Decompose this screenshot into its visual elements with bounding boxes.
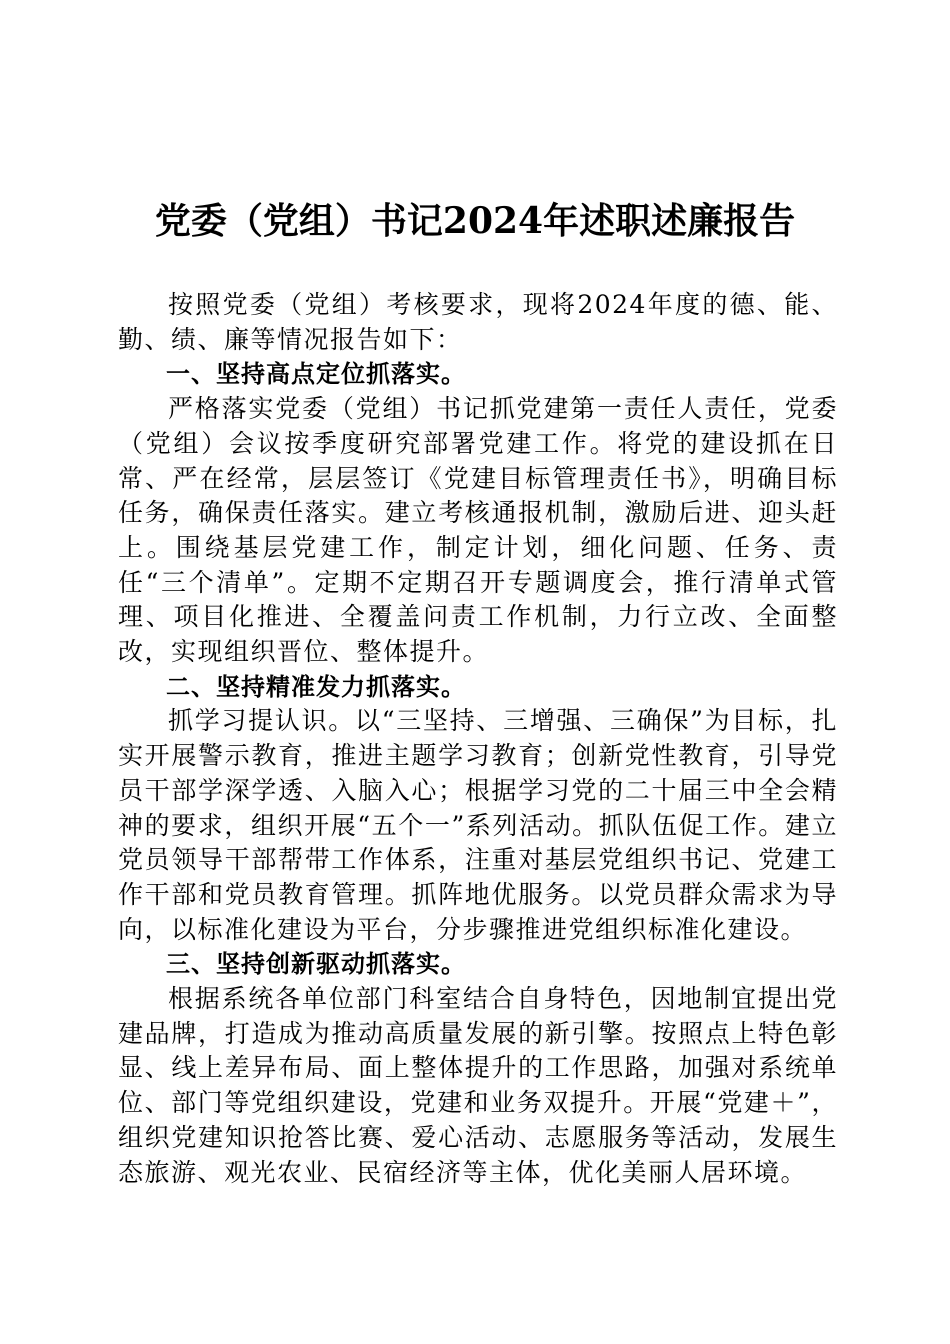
document-title: 党委（党组）书记2024年述职述廉报告 (154, 200, 796, 242)
section-2-body: 抓学习提认识。以“三坚持、三增强、三确保”为目标，扎实开展警示教育，推进主题学习教育；创新党性教育，引导党员干部学深学透、入脑入心；根据学习党的二十届三中全会精神的要求，组织开展“五个一”系列活动。抓队伍促工作。建立党员领导干部帮带工作体系，注重对基层党组织书记、党建工作干部和党员教育管理。抓阵地优服务。以党员群众需求为导向，以标准化建设为平台，分步骤推进党组织标准化建设。 (118, 706, 838, 944)
section-1-body: 严格落实党委（党组）书记抓党建第一责任人责任，党委（党组）会议按季度研究部署党建工作。将党的建设抓在日常、严在经常，层层签订《党建目标管理责任书》，明确目标任务，确保责任落实。建立考核通报机制，激励后进、迎头赶上。围绕基层党建工作，制定计划，细化问题、任务、责任“三个清单”。定期不定期召开专题调度会，推行清单式管理、项目化推进、全覆盖问责工作机制，力行立改、全面整改，实现组织晋位、整体提升。 (118, 394, 838, 667)
section-3-heading: 三、坚持创新驱动抓落实。 (166, 950, 466, 979)
intro-paragraph: 按照党委（党组）考核要求，现将2024年度的德、能、勤、绩、廉等情况报告如下： (118, 290, 838, 354)
section-3-body: 根据系统各单位部门科室结合自身特色，因地制宜提出党建品牌，打造成为推动高质量发展的新引擎。按照点上特色彰显、线上差异布局、面上整体提升的工作思路，加强对系统单位、部门等党组织建设，党建和业务双提升。开展“党建＋”，组织党建知识抢答比赛、爱心活动、志愿服务等活动，发展生态旅游、观光农业、民宿经济等主体，优化美丽人居环境。 (118, 984, 838, 1187)
section-1-heading: 一、坚持高点定位抓落实。 (166, 360, 466, 389)
document-body (118, 288, 838, 1190)
section-2-heading: 二、坚持精准发力抓落实。 (166, 672, 466, 701)
